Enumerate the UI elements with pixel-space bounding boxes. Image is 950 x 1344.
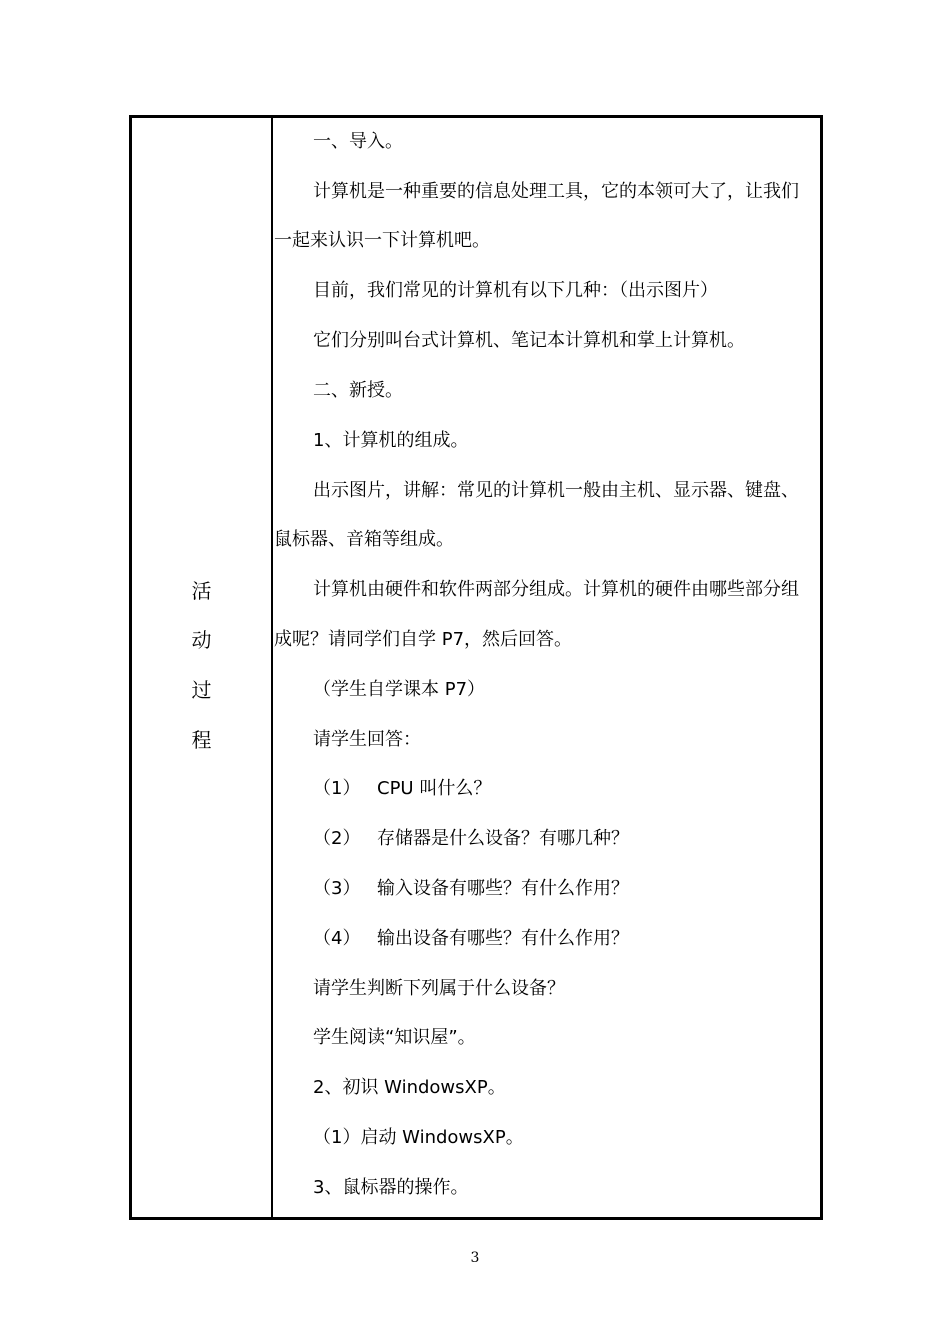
paragraph-line: （学生自学课本 P7）: [313, 679, 486, 700]
section-label-char: 活: [191, 579, 212, 603]
paragraph-line: 计算机由硬件和软件两部分组成。计算机的硬件由哪些部分组: [313, 579, 799, 600]
question-number: （3）: [313, 878, 361, 899]
paragraph-line: （1）启动 WindowsXP。: [313, 1127, 524, 1148]
paragraph-line: 计算机是一种重要的信息处理工具，它的本领可大了，让我们: [313, 181, 799, 202]
question-number: （2）: [313, 828, 361, 849]
paragraph-line: 出示图片，讲解：常见的计算机一般由主机、显示器、键盘、: [313, 480, 799, 501]
question-text: 输出设备有哪些？有什么作用？: [377, 928, 629, 949]
paragraph-line: 它们分别叫台式计算机、笔记本计算机和掌上计算机。: [313, 330, 745, 351]
paragraph-line: 学生阅读“知识屋”。: [313, 1027, 476, 1048]
question-item: [274, 829, 629, 849]
heading-intro: 一、导入。: [313, 131, 403, 152]
question-text: CPU 叫什么？: [377, 778, 492, 799]
question-number: （1）: [313, 778, 361, 799]
subheading: 2、初识 WindowsXP。: [313, 1077, 506, 1098]
section-label-char: 程: [191, 728, 212, 752]
paragraph-line: 请学生判断下列属于什么设备？: [313, 978, 565, 999]
heading-new-lesson: 二、新授。: [313, 380, 403, 401]
lesson-table: [129, 115, 823, 1220]
section-label-cell: [132, 118, 271, 1217]
paragraph-line: 鼠标器、音箱等组成。: [274, 529, 454, 550]
question-item: [274, 779, 491, 799]
subheading: 1、计算机的组成。: [313, 430, 469, 451]
question-number: （4）: [313, 928, 361, 949]
paragraph-line: 成呢？请同学们自学 P7，然后回答。: [274, 629, 573, 650]
paragraph-line: 目前，我们常见的计算机有以下几种：（出示图片）: [313, 280, 718, 301]
paragraph-line: 一起来认识一下计算机吧。: [274, 230, 490, 251]
question-item: [274, 929, 629, 949]
section-label-char: 动: [191, 628, 212, 652]
activity-content-cell: [274, 118, 820, 1217]
subheading: 3、鼠标器的操作。: [313, 1177, 469, 1198]
column-divider: [271, 118, 273, 1217]
page-number: 3: [470, 1250, 480, 1266]
question-text: 输入设备有哪些？有什么作用？: [377, 878, 629, 899]
question-text: 存储器是什么设备？有哪几种？: [377, 828, 629, 849]
question-item: [274, 879, 629, 899]
section-label-char: 过: [191, 678, 212, 702]
paragraph-line: 请学生回答：: [313, 729, 421, 750]
